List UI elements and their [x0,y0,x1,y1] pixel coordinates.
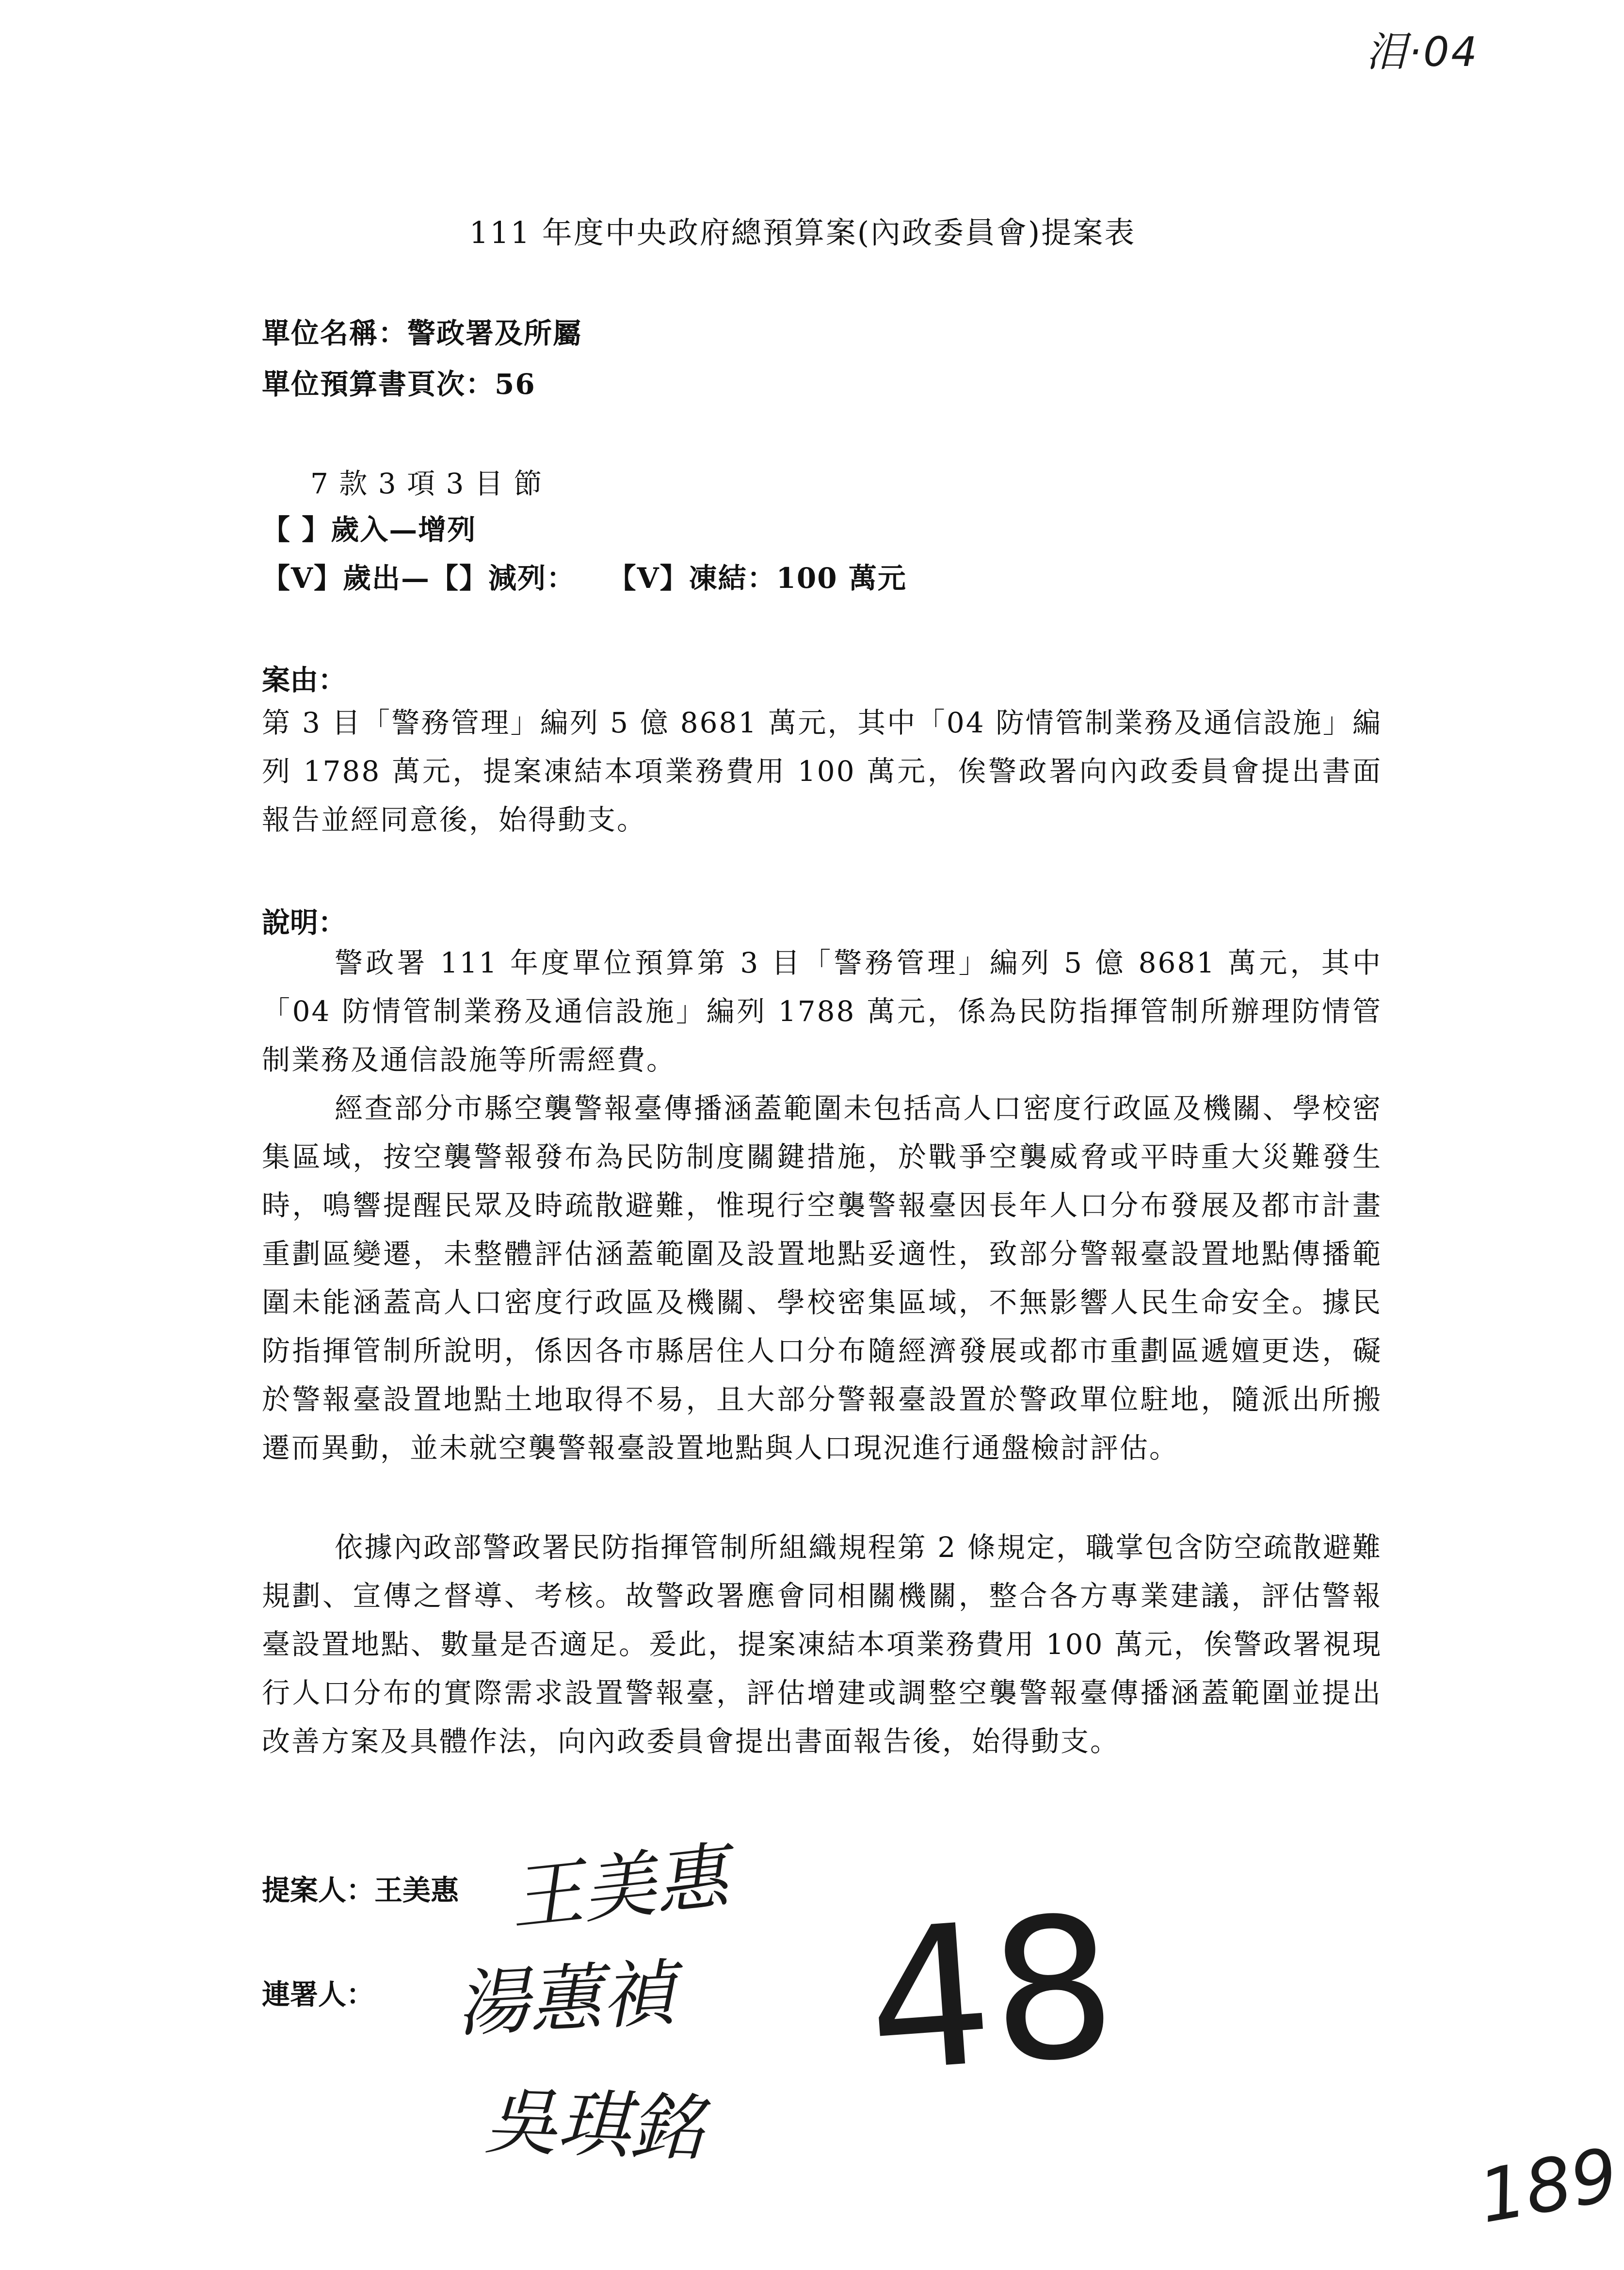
cosigner-signature: 吳琪銘 [483,2079,705,2172]
unit-page-line: 單位預算書頁次：56 [262,368,536,401]
page-title: 111 年度中央政府總預算案(內政委員會)提案表 [469,215,1136,250]
proposer-label: 提案人：王美惠 [262,1874,459,1907]
unit-name-line: 單位名稱：警政署及所屬 [262,317,582,350]
proposer-signature: 王美惠 [506,1834,732,1941]
cosigner-label: 連署人： [262,1978,375,2011]
budget-section-line: 7 款 3 項 3 目 節 [310,467,543,500]
explanation-paragraph: 警政署 111 年度單位預算第 3 目「警務管理」編列 5 億 8681 萬元，其中「04 防情管制業務及通信設施」編列 1788 萬元，係為民防指揮管制所辦理防情管制業務及通信設施等所需經費。 [262,946,1382,1076]
revenue-option-line: 【 】歲入—增列 [262,513,477,546]
reason-text: 第 3 目「警務管理」編列 5 億 8681 萬元，其中「04 防情管制業務及通信設施」編列 1788 萬元，提案凍結本項業務費用 100 萬元，俟警政署向內政委員會提出書面報告並經同意後，始得動支。 [262,706,1382,836]
corner-handwritten-mark: 泪·04 [1366,28,1479,76]
explanation-label: 說明： [262,906,347,939]
handwritten-page-number: 189 [1473,2132,1624,2240]
explanation-paragraph: 經查部分市縣空襲警報臺傳播涵蓋範圍未包括高人口密度行政區及機關、學校密集區域，按空襲警報發布為民防制度關鍵措施，於戰爭空襲威脅或平時重大災難發生時，鳴響提醒民眾及時疏散避難，惟現行空襲警報臺因長年人口分布發展及都市計畫重劃區變遷，未整體評估涵蓋範圍及設置地點妥適性，致部分警報臺設置地點傳播範圍未能涵蓋高人口密度行政區及機關、學校密集區域，不無影響人民生命安全。據民防指揮管制所說明，係因各市縣居住人口分布隨經濟發展或都市重劃區遞嬗更迭，礙於警報臺設置地點土地取得不易，且大部分警報臺設置於警政單位駐地，隨派出所搬遷而異動，並未就空襲警報臺設置地點與人口現況進行通盤檢討評估。 [262,1092,1382,1464]
reason-label: 案由： [262,664,347,697]
explanation-paragraph: 依據內政部警政署民防指揮管制所組織規程第 2 條規定，職掌包含防空疏散避難規劃、宣傳之督導、考核。故警政署應會同相關機關，整合各方專業建議，評估警報臺設置地點、數量是否適足。爰此，提案凍結本項業務費用 100 萬元，俟警政署視現行人口分布的實際需求設置警報臺，評估增建或調整空襲警報臺傳播涵蓋範圍並提出改善方案及具體作法，向內政委員會提出書面報告後，始得動支。 [262,1531,1382,1758]
handwritten-proposal-number: 48 [860,1873,1123,2116]
expense-freeze-line: 【V】歲出—【】減列： 【V】凍結：100 萬元 [262,562,907,595]
cosigner-signature: 湯蕙禎 [454,1951,676,2047]
